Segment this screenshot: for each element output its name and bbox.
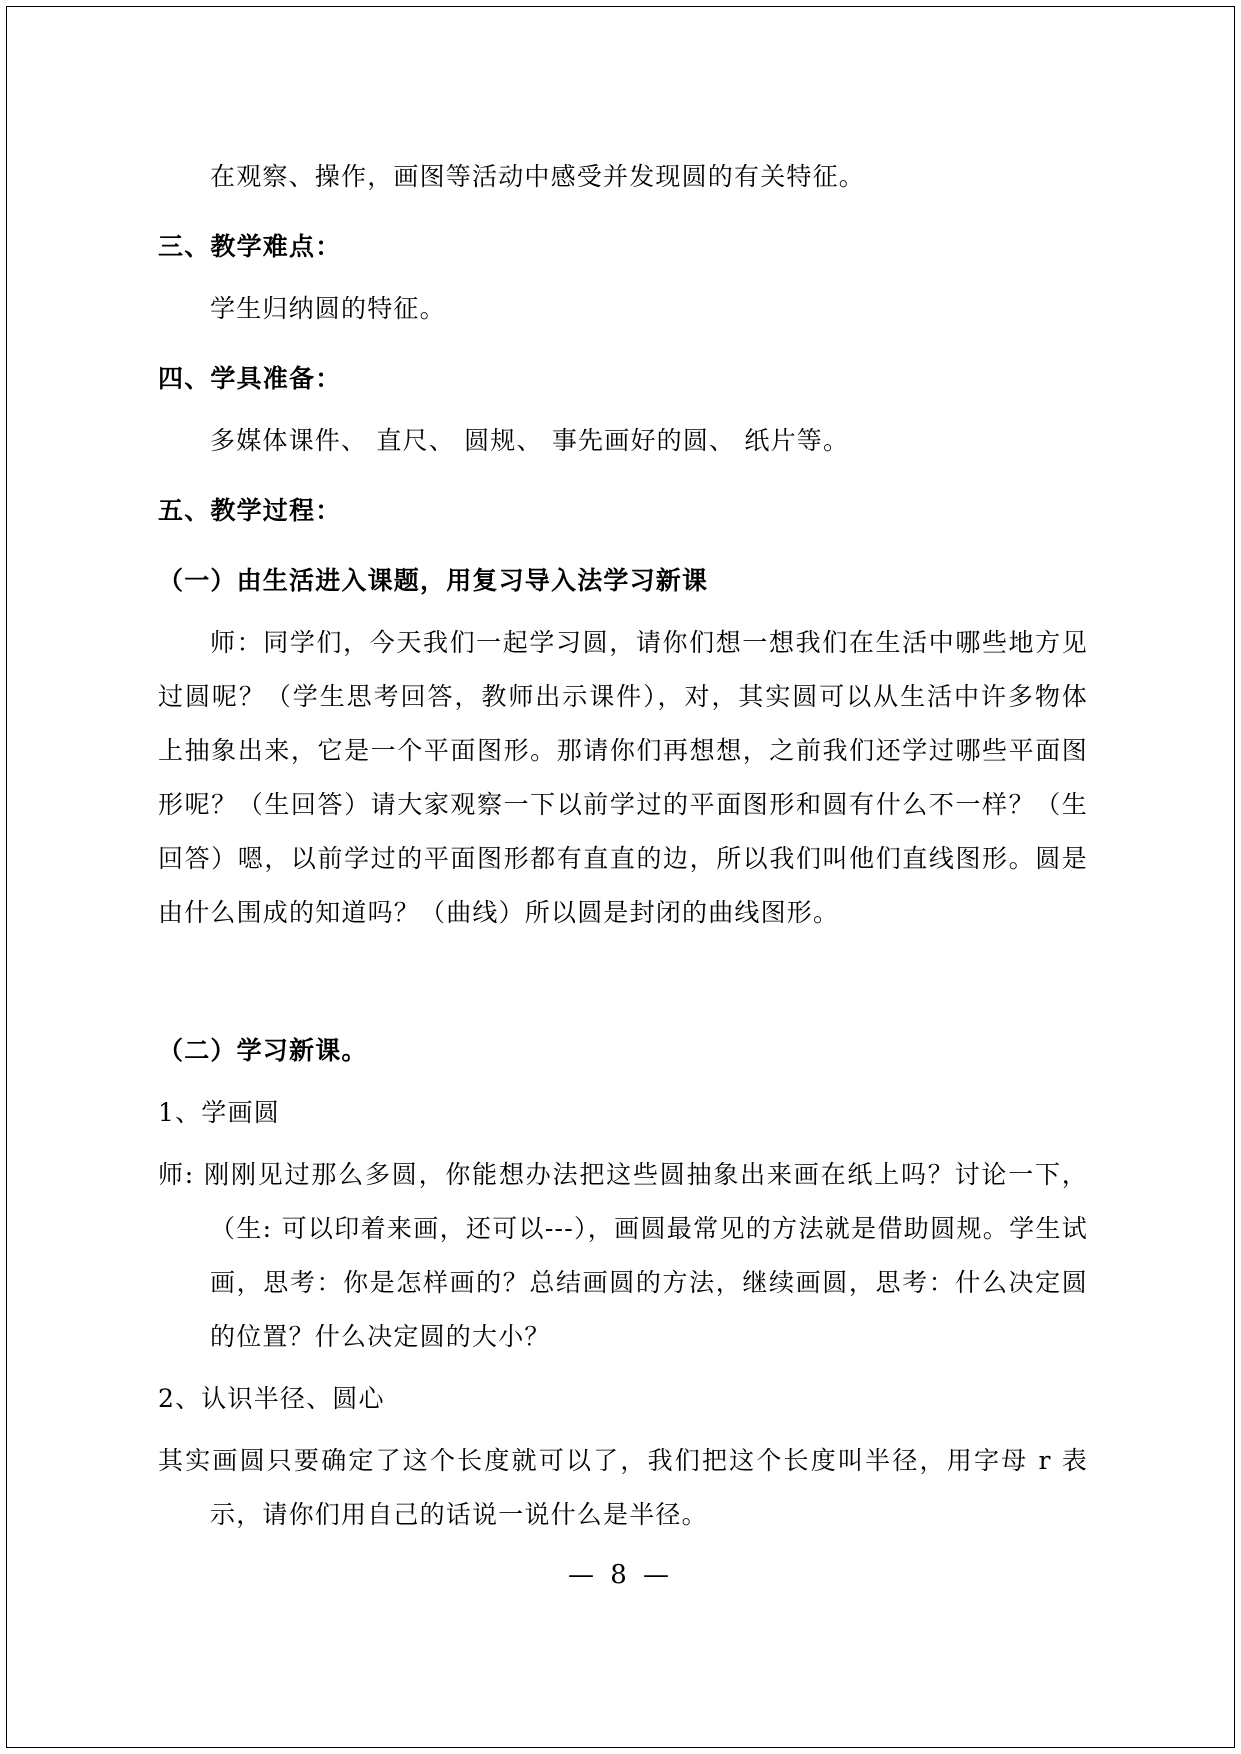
- paragraph-materials-body: 多媒体课件、 直尺、 圆规、 事先画好的圆、 纸片等。: [210, 426, 850, 455]
- spacer: [158, 204, 1088, 220]
- page-number: — 8 —: [567, 1560, 674, 1590]
- item-one-body: 师: 刚刚见过那么多圆，你能想办法把这些圆抽象出来画在纸上吗？讨论一下，（生: 可以印着来画，还可以---），画圆最常见的方法就是借助圆规。学生试画，思考：你是怎样画的？总结画圆的方法，继续画圆，思考：什么决定圆的位置？什么决定圆的大小？: [158, 1160, 1088, 1351]
- item-one-title: 1、学画圆: [158, 1098, 280, 1127]
- spacer: [158, 1426, 1088, 1434]
- heading-teaching-difficulty: 三、教学难点：: [158, 232, 342, 261]
- heading-section-one: （一）由生活进入课题，用复习导入法学习新课: [158, 566, 709, 595]
- spacer: [158, 1364, 1088, 1372]
- spacer: [158, 468, 1088, 484]
- spacer: [158, 336, 1088, 352]
- paragraph-difficulty-body: 学生归纳圆的特征。: [210, 294, 446, 323]
- spacer: [158, 608, 1088, 616]
- paragraph-observe: 在观察、操作，画图等活动中感受并发现圆的有关特征。: [210, 162, 866, 191]
- item-two-body: 其实画圆只要确定了这个长度就可以了，我们把这个长度叫半径，用字母 r 表示，请你们用自己的话说一说什么是半径。: [158, 1446, 1088, 1529]
- heading-section-two: （二）学习新课。: [158, 1036, 368, 1065]
- spacer: [158, 1140, 1088, 1148]
- spacer: [158, 406, 1088, 414]
- spacer: [158, 1078, 1088, 1086]
- spacer: [158, 274, 1088, 282]
- heading-teaching-process: 五、教学过程：: [158, 496, 342, 525]
- spacer: [158, 538, 1088, 554]
- heading-learning-materials: 四、学具准备：: [158, 364, 342, 393]
- item-two-title: 2、认识半径、圆心: [158, 1384, 385, 1413]
- paragraph-section-one-body: 师：同学们，今天我们一起学习圆，请你们想一想我们在生活中哪些地方见过圆呢？（学生思考回答，教师出示课件），对，其实圆可以从生活中许多物体上抽象出来，它是一个平面图形。那请你们再想想，之前我们还学过哪些平面图形呢？（生回答）请大家观察一下以前学过的平面图形和圆有什么不一样？（生回答）嗯，以前学过的平面图形都有直直的边，所以我们叫他们直线图形。圆是由什么围成的知道吗？（曲线）所以圆是封闭的曲线图形。: [158, 628, 1088, 927]
- spacer: [158, 940, 1088, 1024]
- document-body: [158, 150, 1088, 1542]
